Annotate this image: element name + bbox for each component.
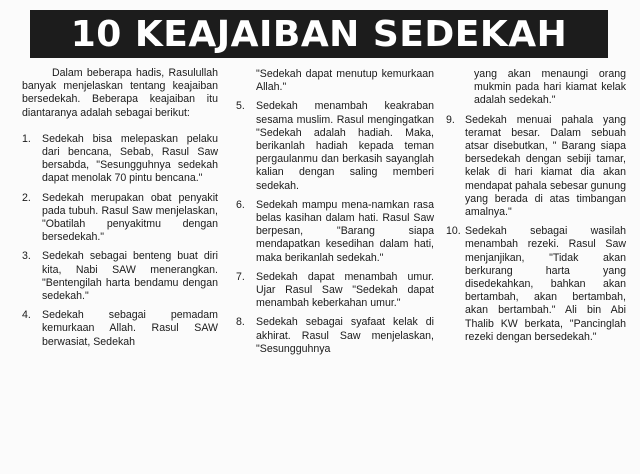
item-text: Sedekah mampu mena-namkan rasa belas kasihan dalam hati. Rasul Saw berpesan, "Barang siapa mendapatkan kesedihan dalam hati, maka berikanlah sedekah." [256,198,434,264]
list-item [446,114,626,220]
item-text: Sedekah merupakan obat penyakit pada tubuh. Rasul Saw menjelaskan, "Obatilah penyakitmu dengan bersedekah." [42,191,218,244]
list-item-continuation: "Sedekah dapat menutup kemurkaan Allah." [256,68,434,94]
item-text: Sedekah sebagai benteng buat diri kita, Nabi SAW menerangkan. "Bentengilah harta bendamu dengan sedekah." [42,250,218,303]
item-text: Sedekah sebagai wasilah menambah rezeki. Rasul Saw menjanjikan, "Tidak akan berkurang harta yang disedekahkan, bahkan akan bertambah, akan bertambah, akan bertambah." Ali bin Abi Thalib KW berkata, "Pancinglah rezeki dengan bersedekah." [465,225,626,343]
item-number: 2. [22,191,31,204]
item-text: Sedekah sebagai syafaat kelak di akhirat. Rasul Saw menjelaskan, "Sesungguhnya [256,316,434,355]
column-3 [446,68,626,350]
item-text: Sedekah sebagai pemadam kemurkaan Allah. Rasul SAW berwasiat, Sedekah [42,309,218,348]
list-item [236,271,434,311]
item-number: 7. [236,270,245,283]
list-item [236,199,434,265]
list-item [22,309,218,349]
page-title: 10 KEAJAIBAN SEDEKAH [70,13,568,55]
item-number: 5. [236,100,245,113]
item-number: 4. [22,309,31,322]
list-item [22,133,218,186]
intro-paragraph: Dalam beberapa hadis, Rasulullah banyak menjelaskan tentang keajaiban bersedekah. Beberapa keajaiban itu diantaranya adalah sebagai berikut: [22,67,218,119]
list-item [22,250,218,303]
item-number: 8. [236,316,245,329]
list-item [22,192,218,245]
item-number: 9. [446,113,455,126]
title-banner [30,10,608,58]
item-text: Sedekah menuai pahala yang teramat besar. Dalam sebuah atsar disebutkan, " Barang siapa bersedekah dengan sebiji tamar, kelak di hari kiamat dia akan mendapat pahala sebesar gunung yang berada di atas timbangan amalnya." [465,113,626,219]
item-number: 10. [446,225,461,238]
item-text: Sedekah bisa melepaskan pelaku dari bencana, Sebab, Rasul Saw bersabda, "Sesungguhnya sedekah dapat menolak 70 pintu bencana." [42,132,218,185]
item-text: Sedekah dapat menambah umur. Ujar Rasul Saw "Sedekah dapat menambah keberkahan umur." [256,270,434,310]
list-item [236,100,434,192]
list-item [446,225,626,344]
list-item [236,316,434,356]
item-number: 6. [236,198,245,211]
column-1 [22,67,218,355]
column-2 [236,68,434,362]
item-text: Sedekah menambah keakraban sesama muslim. Rasul mengingatkan "Sedekah adalah hadiah. Maka, berikanlah hadiah kepada teman pergaulanmu dan berkasih sayanglah kalian dengan saling memberi sedekah. [256,100,434,192]
item-number: 3. [22,250,31,263]
item-number: 1. [22,132,31,145]
list-item-continuation: yang akan menaungi orang mukmin pada hari kiamat kelak adalah sedekah." [474,68,626,107]
